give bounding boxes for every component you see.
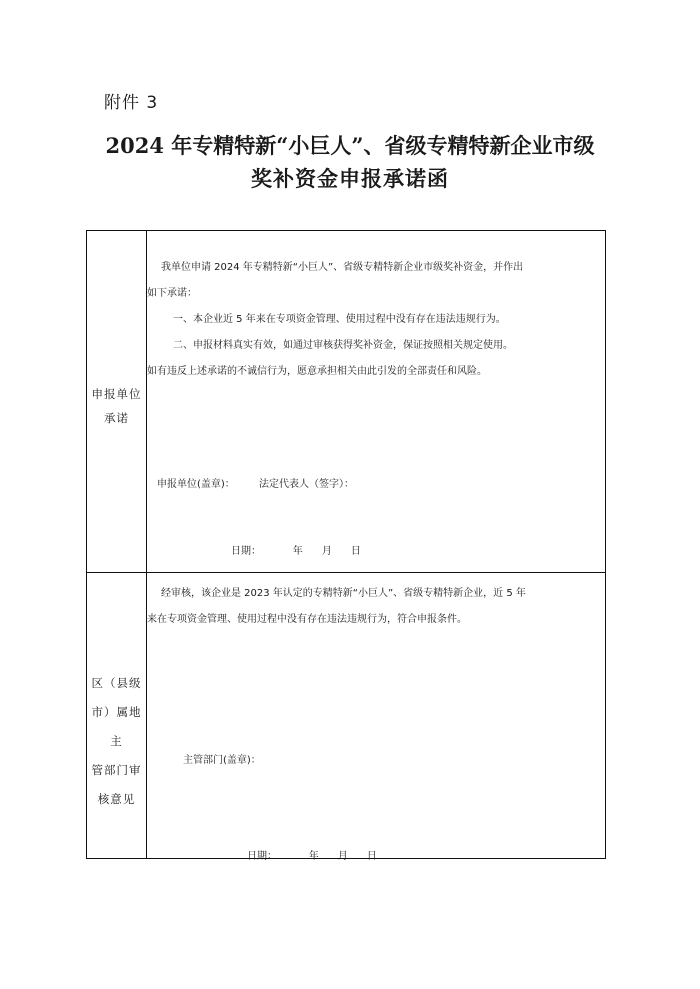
department-date-field: 日期： 年 月 日 <box>247 851 377 862</box>
review-opinion-label <box>87 669 146 814</box>
applicant-seal-field: 申报单位(盖章)： <box>157 479 235 490</box>
applicant-date-field: 日期： 年 月 日 <box>231 546 361 557</box>
attachment-label: 附件 3 <box>104 93 159 113</box>
label-line: 管部门审 <box>91 763 142 777</box>
review-opinion-content <box>147 581 603 633</box>
commitment-intro: 我单位申请 2024 年专精特新“小巨人”、省级专精特新企业市级奖补资金，并作出 <box>161 262 524 273</box>
commitment-item-1: 一、本企业近 5 年来在专项资金管理、使用过程中没有存在违法违规行为。 <box>173 314 506 325</box>
commitment-closing: 如有违反上述承诺的不诚信行为，愿意承担相关由此引发的全部责任和风险。 <box>147 366 487 377</box>
label-line: 核意见 <box>97 792 136 806</box>
applicant-commitment-label <box>87 382 146 430</box>
legal-representative-signature-field: 法定代表人（签字）： <box>259 479 354 490</box>
document-title-line2: 奖补资金申报承诺函 <box>251 166 449 191</box>
label-line: 区（县级 <box>91 676 142 690</box>
label-line: 承诺 <box>104 411 129 425</box>
label-line: 市）属地主 <box>91 705 142 748</box>
commitment-intro-cont: 如下承诺： <box>147 288 197 299</box>
review-line-1: 经审核，该企业是 2023 年认定的专精特新“小巨人”、省级专精特新企业，近 5 年 <box>161 588 526 599</box>
label-line: 申报单位 <box>91 387 142 401</box>
document-title-line1: 2024 年专精特新“小巨人”、省级专精特新企业市级 <box>105 133 595 158</box>
applicant-commitment-content <box>147 255 603 385</box>
department-seal-field: 主管部门(盖章)： <box>183 755 261 766</box>
row-divider <box>87 572 605 573</box>
review-line-2: 来在专项资金管理、使用过程中没有存在违法违规行为，符合申报条件。 <box>147 614 467 625</box>
commitment-form-table <box>86 230 606 862</box>
commitment-item-2: 二、申报材料真实有效，如通过审核获得奖补资金，保证按照相关规定使用。 <box>173 340 513 351</box>
